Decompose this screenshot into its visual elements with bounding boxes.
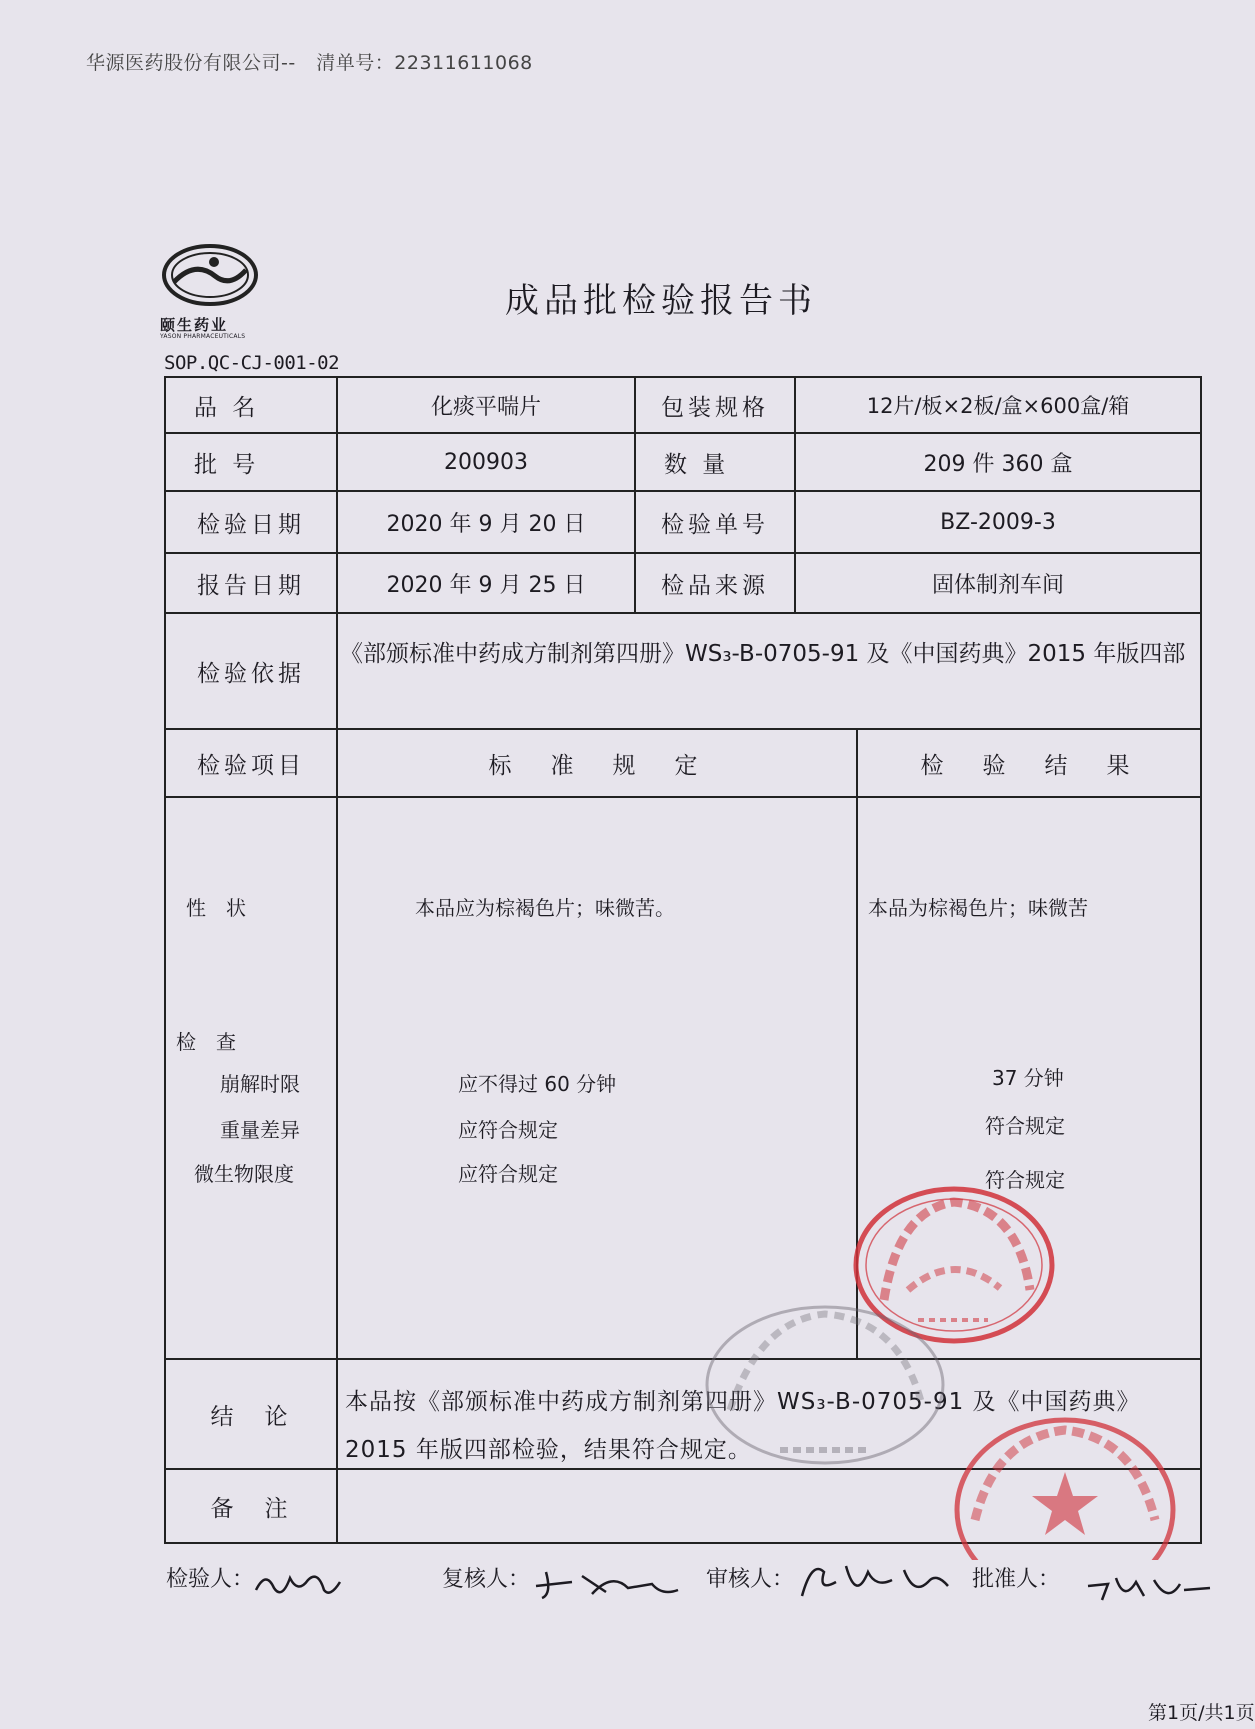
inspection-stamp — [700, 1300, 950, 1470]
inspector-label: 检验人： — [166, 1567, 255, 1592]
company-stamp — [950, 1410, 1180, 1560]
test-no-value: BZ-2009-3 — [940, 509, 1056, 535]
remarks-label: 备 注 — [210, 1495, 292, 1522]
item-microbe-standard: 应符合规定 — [458, 1162, 558, 1186]
test-no-label: 检验单号 — [661, 511, 769, 538]
item-microbe-result: 符合规定 — [985, 1168, 1065, 1192]
source-label: 检品来源 — [661, 572, 769, 599]
auditor-signature — [796, 1552, 956, 1608]
auditor-label: 审核人： — [706, 1567, 795, 1592]
logo-brand: 颐生药业 — [160, 316, 229, 334]
qty-value: 209 件 360 盒 — [923, 451, 1073, 477]
conclusion-label: 结 论 — [210, 1403, 292, 1430]
item-appearance-result: 本品为棕褐色片；味微苦 — [868, 896, 1088, 920]
approver-signature — [1084, 1568, 1214, 1608]
item-appearance-label: 性 状 — [186, 896, 246, 920]
inspector-signature — [252, 1564, 344, 1604]
test-date-label: 检验日期 — [197, 511, 305, 538]
company-name: 华源医药股份有限公司-- — [86, 52, 296, 74]
header-line — [86, 48, 533, 75]
product-name-value: 化痰平喘片 — [430, 394, 541, 420]
reviewer-signature — [532, 1564, 682, 1604]
item-weight-standard: 应符合规定 — [458, 1118, 558, 1142]
batch-label: 批 号 — [194, 451, 260, 478]
document-title: 成品批检验报告书 — [505, 281, 817, 321]
spec-label: 包装规格 — [661, 394, 769, 421]
item-weight-label: 重量差异 — [220, 1118, 300, 1142]
item-disintegration-result: 37 分钟 — [992, 1066, 1064, 1090]
item-disintegration-label: 崩解时限 — [220, 1072, 300, 1096]
item-header: 检验项目 — [197, 752, 305, 779]
item-appearance-standard: 本品应为棕褐色片；味微苦。 — [415, 896, 675, 920]
report-date-label: 报告日期 — [197, 572, 305, 599]
product-name-label: 品 名 — [194, 394, 260, 421]
sop-code: SOP.QC-CJ-001-02 — [164, 352, 340, 374]
test-date-value: 2020 年 9 月 20 日 — [386, 511, 586, 537]
company-logo — [160, 242, 284, 340]
row-divider — [164, 796, 1202, 798]
list-number: 22311611068 — [394, 52, 533, 74]
item-disintegration-standard: 应不得过 60 分钟 — [458, 1072, 617, 1096]
item-microbe-label: 微生物限度 — [194, 1162, 294, 1186]
basis-label: 检验依据 — [197, 660, 305, 687]
page-number: 第1页/共1页 — [1148, 1702, 1255, 1724]
standard-header: 标 准 规 定 — [488, 752, 706, 779]
qty-label: 数 量 — [664, 451, 730, 478]
reviewer-label: 复核人： — [442, 1567, 531, 1592]
conclusion-text: 本品按《部颁标准中药成方制剂第四册》WS₃-B-0705-91 及《中国药典》2015 年版四部检验，结果符合规定。 — [345, 1389, 1141, 1463]
list-label: 清单号： — [316, 52, 395, 74]
spec-value: 12片/板×2板/盒×600盒/箱 — [866, 394, 1130, 418]
report-date-value: 2020 年 9 月 25 日 — [386, 572, 586, 598]
result-header: 检 验 结 果 — [920, 752, 1138, 779]
logo-emblem-icon — [160, 242, 260, 308]
item-weight-result: 符合规定 — [985, 1114, 1065, 1138]
approver-label: 批准人： — [972, 1567, 1061, 1592]
source-value: 固体制剂车间 — [931, 572, 1064, 598]
basis-value: 《部颁标准中药成方制剂第四册》WS₃-B-0705-91 及《中国药典》2015 年版四部 — [340, 641, 1186, 667]
item-check-label: 检 查 — [176, 1030, 236, 1054]
logo-brand-en: YASON PHARMACEUTICALS — [160, 333, 246, 340]
batch-value: 200903 — [444, 449, 528, 475]
